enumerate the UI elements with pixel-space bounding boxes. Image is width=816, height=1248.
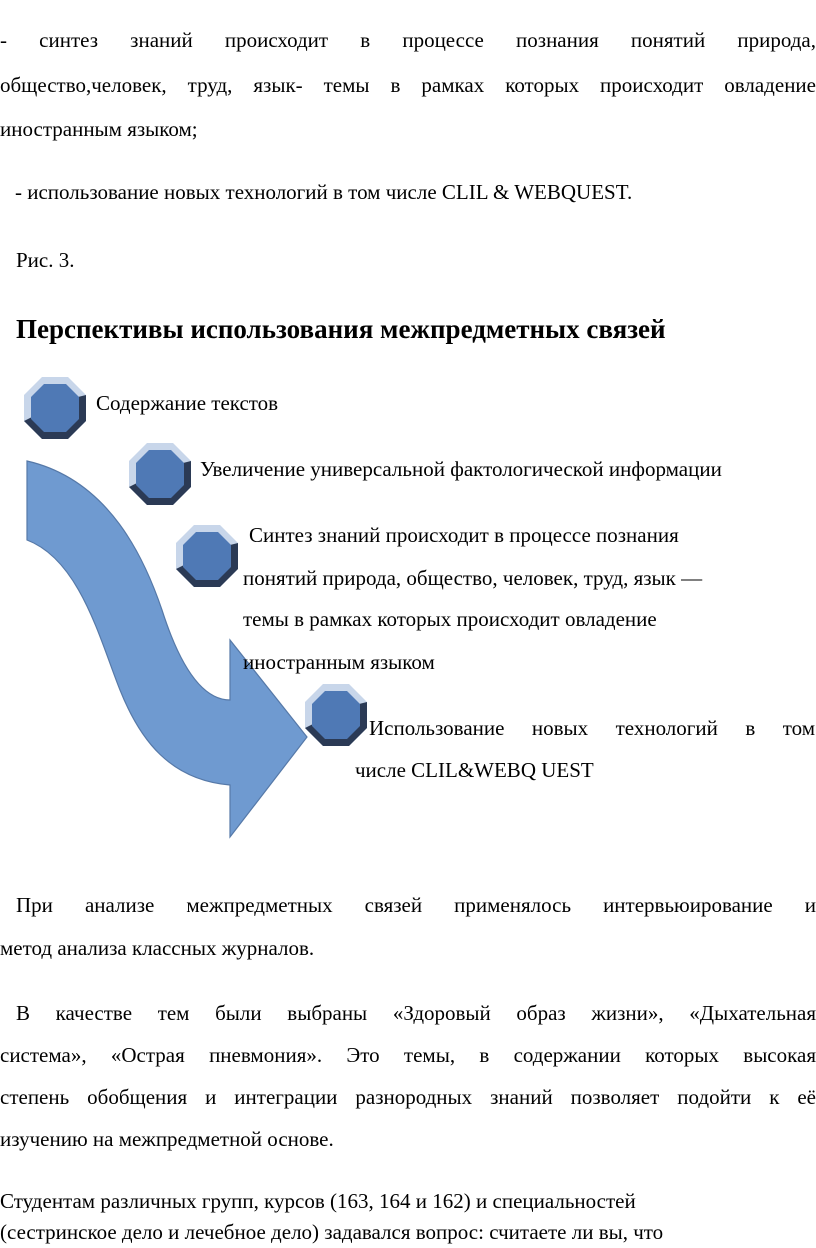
octagon-bullet-icon (24, 377, 86, 439)
paragraph-line: - синтез знаний происходит в процессе познания понятий природа, (0, 28, 816, 52)
diagram-item-3-line: темы в рамках которых происходит овладение (243, 607, 657, 631)
paragraph-line: изучению на межпредметной основе. (0, 1127, 334, 1151)
paragraph-line: общество,человек, труд, язык- темы в рамках которых происходит овладение (0, 73, 816, 97)
diagram-item-4-line: числе CLIL&WEBQ UEST (355, 758, 594, 782)
diagram-title: Перспективы использования межпредметных связей (16, 314, 666, 344)
octagon-bullet-icon (305, 684, 367, 746)
paragraph-line: - использование новых технологий в том числе CLIL & WEBQUEST. (15, 180, 633, 204)
paragraph-line: степень обобщения и интеграции разнородных знаний позволяет подойти к её (0, 1085, 816, 1109)
paragraph-line: В качестве тем были выбраны «Здоровый образ жизни», «Дыхательная (16, 1001, 816, 1025)
paragraph-line: При анализе межпредметных связей применялось интервьюирование и (16, 893, 816, 917)
paragraph-line: (сестринское дело и лечебное дело) задавался вопрос: считаете ли вы, что (0, 1220, 664, 1244)
diagram-item-1: Содержание текстов (96, 391, 279, 415)
paragraph-line: метод анализа классных журналов. (0, 936, 315, 960)
diagram-item-2: Увеличение универсальной фактологической информации (200, 457, 722, 481)
diagram-item-3-line: иностранным языком (243, 650, 435, 674)
diagram-item-3-line: понятий природа, общество, человек, труд, язык — (243, 566, 703, 590)
paragraph-line: система», «Острая пневмония». Это темы, в содержании которых высокая (0, 1043, 816, 1067)
octagon-bullet-icon (176, 525, 238, 587)
paragraph-line: Студентам различных групп, курсов (163, 164 и 162) и специальностей (0, 1189, 636, 1213)
figure-caption: Рис. 3. (16, 248, 75, 272)
diagram-item-3-line: Синтез знаний происходит в процессе познания (249, 523, 679, 547)
diagram-item-4-line: Использование новых технологий в том (369, 716, 815, 740)
paragraph-line: иностранным языком; (0, 117, 198, 141)
octagon-bullet-icon (129, 443, 191, 505)
